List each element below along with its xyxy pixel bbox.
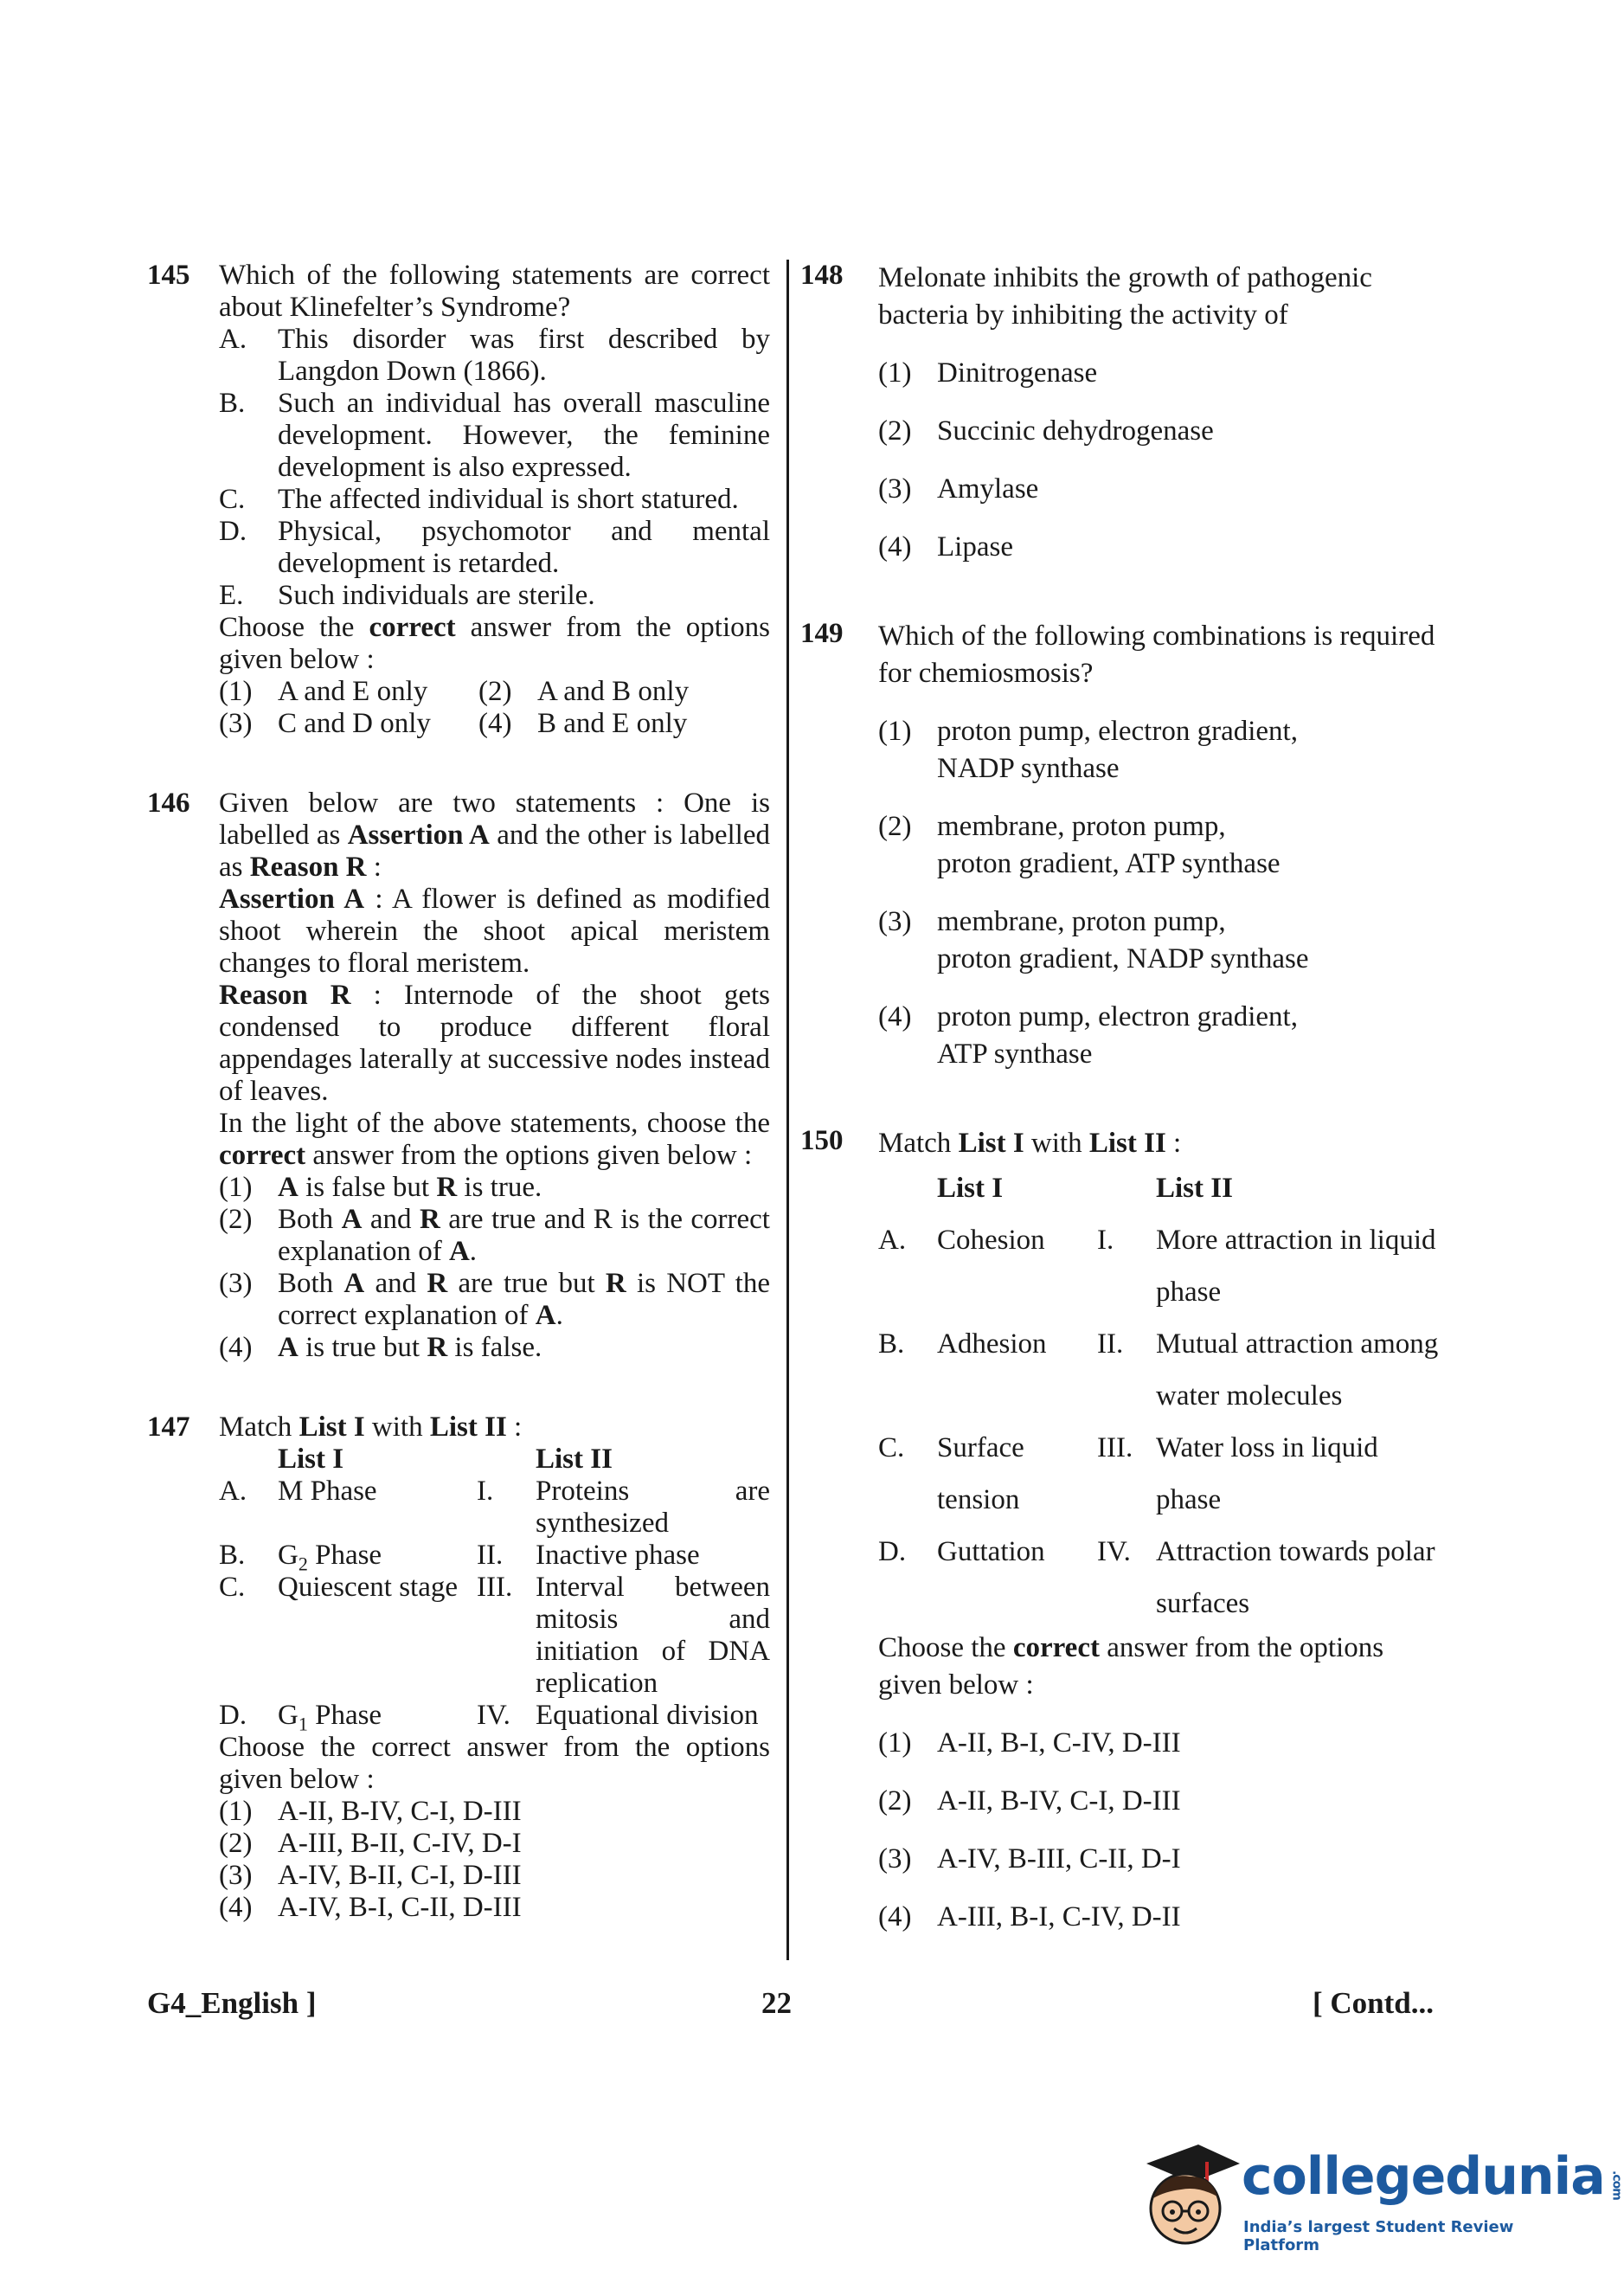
option[interactable]: (3) A-IV, B-III, C-II, D-I — [878, 1843, 1181, 1875]
page-number: 22 — [761, 1986, 792, 2020]
brand-tagline: India’s largest Student Review Platform — [1243, 2218, 1514, 2254]
mascot-icon — [1138, 2129, 1242, 2259]
option[interactable]: (3) Amylase — [878, 473, 1039, 505]
option[interactable]: (1) A and E only — [219, 676, 428, 707]
question-number: 149 — [800, 618, 844, 649]
option[interactable]: (3) C and D only — [219, 708, 431, 739]
footer-booklet-code: G4_English ] — [147, 1986, 317, 2020]
match-table: List I List II A. M Phase I. Proteins are synthesized B. $G_2$ Phase II. Inactive phase C. Quiescent stage III. Interval between mitosis and initiation of DNA replication D. $G_1$ Phase IV. Equational division — [219, 1444, 770, 1735]
question-number: 148 — [800, 260, 844, 291]
question-147 — [147, 1412, 770, 1924]
question-150 — [800, 1125, 1441, 1936]
choose-instruction: Choose the correct answer from the options given below : — [219, 1732, 770, 1795]
option[interactable]: (3) Both A and R are true but R is NOT the correct explanation of A. — [219, 1268, 770, 1331]
question-number: 147 — [147, 1412, 190, 1443]
options — [219, 676, 770, 740]
option[interactable]: (4) proton pump, electron gradient, ATP synthase — [878, 1001, 1298, 1070]
question-number: 146 — [147, 788, 190, 819]
match-table: List I List II A. Cohesion I. More attraction in liquid phase B. Adhesion II. Mutual attraction among water molecules C. Surface tension III. Water loss in liquid phase D. Guttation IV. Attraction towards polar surfaces — [878, 1162, 1441, 1630]
question-145 — [147, 260, 770, 740]
reason: Reason R : Internode of the shoot gets condensed to produce different floral appendages laterally at successive nodes instead of leaves. — [219, 980, 770, 1107]
statement: D. Physical, psychomotor and mental development is retarded. — [219, 516, 770, 579]
question-number: 145 — [147, 260, 190, 291]
question-stem: Which of the following statements are correct about Klinefelter’s Syndrome? — [219, 260, 770, 323]
option[interactable]: (1) Dinitrogenase — [878, 357, 1098, 389]
option[interactable]: (4) A-IV, B-I, C-II, D-III — [219, 1892, 522, 1923]
list-2-header: List II — [536, 1444, 613, 1475]
option[interactable]: (4) A-III, B-I, C-IV, D-II — [878, 1901, 1181, 1932]
option[interactable]: (4) B and E only — [478, 708, 688, 739]
question-number: 150 — [800, 1125, 844, 1156]
question-stem: Melonate inhibits the growth of pathogenic bacteria by inhibiting the activity of — [878, 262, 1372, 331]
list-1-header: List I — [278, 1444, 344, 1475]
option[interactable]: (2) Both A and R are true and R is the correct explanation of A. — [219, 1204, 770, 1267]
brand-name: collegedunia .com — [1242, 2146, 1624, 2207]
choose-instruction: Choose the correct answer from the options given below : — [219, 612, 770, 675]
question-stem: Match List I with List II : — [219, 1412, 523, 1443]
right-column — [800, 260, 1441, 1988]
statement: B. Such an individual has overall masculine development. However, the feminine development is also expressed. — [219, 388, 770, 483]
question-148 — [800, 260, 1441, 566]
statement: C. The affected individual is short statured. — [219, 484, 739, 515]
choose-instruction: In the light of the above statements, choose the correct answer from the options given below : — [219, 1108, 770, 1171]
option[interactable]: (1) A-II, B-I, C-IV, D-III — [878, 1727, 1181, 1759]
option[interactable]: (4) A is true but R is false. — [219, 1332, 542, 1363]
statement: A. This disorder was first described by Langdon Down (1866). — [219, 324, 770, 387]
option[interactable]: (2) membrane, proton pump, proton gradient, ATP synthase — [878, 811, 1281, 879]
option[interactable]: (1) A-II, B-IV, C-I, D-III — [219, 1796, 522, 1827]
collegedunia-logo[interactable] — [1138, 2129, 1624, 2259]
option[interactable]: (2) A-III, B-II, C-IV, D-I — [219, 1828, 522, 1859]
question-149 — [800, 618, 1441, 1073]
left-column — [147, 260, 770, 1971]
statement: E. Such individuals are sterile. — [219, 580, 595, 611]
option[interactable]: (3) A-IV, B-II, C-I, D-III — [219, 1860, 522, 1891]
choose-instruction: Choose the correct answer from the options given below : — [878, 1632, 1384, 1701]
question-stem: Match List I with List II : — [878, 1128, 1182, 1159]
list-2-header: List II — [1156, 1173, 1233, 1204]
option[interactable]: (4) Lipase — [878, 531, 1013, 563]
option[interactable]: (2) A-II, B-IV, C-I, D-III — [878, 1785, 1181, 1817]
footer-continued: [ Contd... — [1312, 1986, 1434, 2020]
option[interactable]: (2) A and B only — [478, 676, 690, 707]
question-stem: Which of the following combinations is required for chemiosmosis? — [878, 621, 1435, 689]
list-1-header: List I — [937, 1173, 1004, 1204]
option[interactable]: (1) proton pump, electron gradient, NADP synthase — [878, 716, 1298, 784]
option[interactable]: (1) A is false but R is true. — [219, 1172, 542, 1203]
question-stem: Given below are two statements : One is labelled as Assertion A and the other is labelled as Reason R : — [219, 788, 770, 883]
assertion: Assertion A : A flower is defined as modified shoot wherein the shoot apical meristem changes to floral meristem. — [219, 884, 770, 979]
question-146 — [147, 788, 770, 1364]
option[interactable]: (3) membrane, proton pump, proton gradient, NADP synthase — [878, 906, 1309, 974]
option[interactable]: (2) Succinic dehydrogenase — [878, 415, 1214, 447]
column-divider — [786, 260, 789, 1960]
